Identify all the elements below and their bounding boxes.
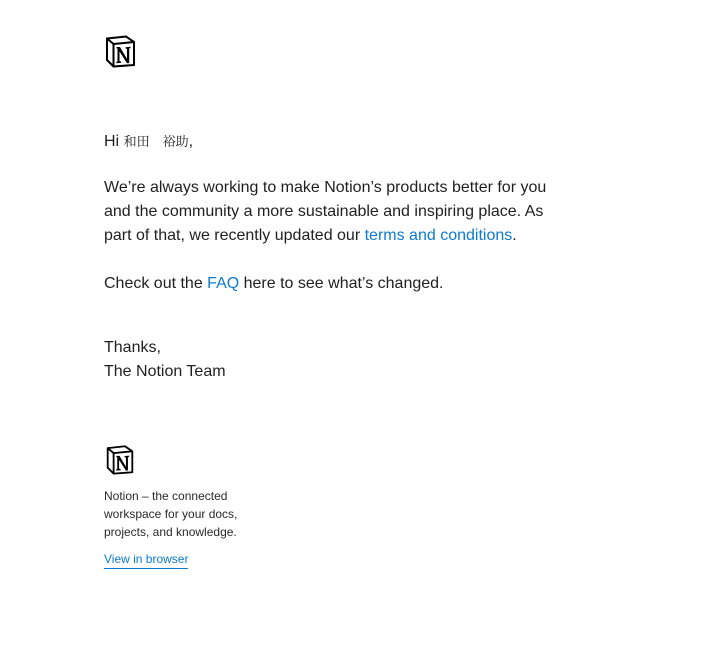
- footer: [104, 444, 304, 569]
- intro-paragraph: [104, 176, 574, 248]
- email-content: [104, 34, 574, 566]
- footer-tagline: Notion – the connected workspace for your docs, projects, and knowledge.: [104, 489, 238, 539]
- footer-notion-logo-icon: [104, 444, 136, 475]
- faq-paragraph-prefix: Check out the: [104, 275, 208, 292]
- signoff-team: The Notion Team: [104, 363, 226, 380]
- intro-paragraph-text: We’re always working to make Notion’s products better for you and the community a more sustainable and inspiring place. As part of that, we recently updated our: [104, 179, 547, 244]
- greeting-name: 和田 裕助: [123, 134, 189, 149]
- faq-link[interactable]: FAQ: [207, 275, 240, 292]
- greeting-prefix: Hi: [104, 133, 120, 150]
- terms-and-conditions-link[interactable]: terms and conditions: [364, 227, 513, 244]
- signoff: [104, 336, 226, 384]
- view-in-browser-link[interactable]: View in browser: [104, 551, 188, 569]
- faq-paragraph-suffix: here to see what’s changed.: [239, 275, 444, 292]
- notion-logo-icon: [104, 34, 137, 68]
- greeting: [104, 130, 193, 154]
- greeting-suffix: ,: [188, 133, 194, 150]
- intro-paragraph-end: .: [512, 227, 517, 244]
- faq-paragraph: [104, 272, 443, 296]
- signoff-thanks: Thanks,: [104, 339, 161, 356]
